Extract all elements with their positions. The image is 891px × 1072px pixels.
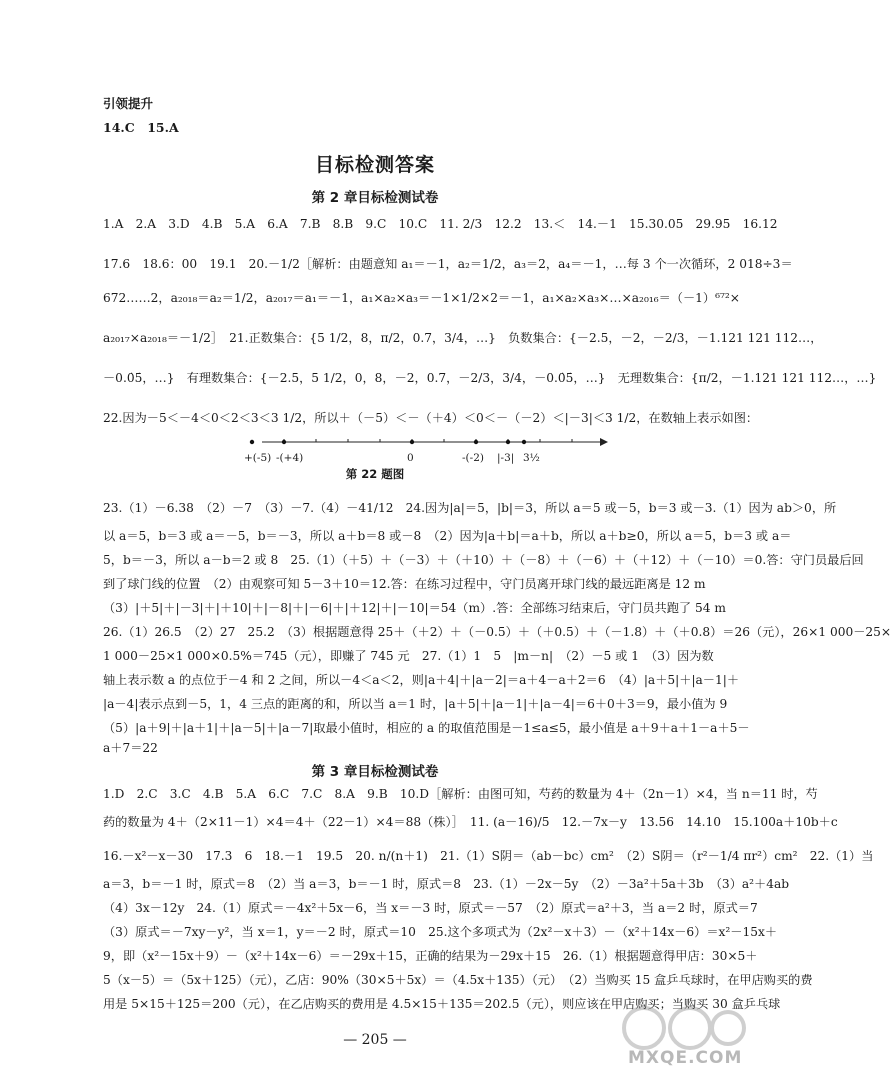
nl-label-zero: 0 [407,452,414,464]
ch3-line-7: 9，即（x²－15x＋9）－（x²＋14x－6）＝－29x＋15，正确的结果为－29x＋15 26.（1）根据题意得甲店：30×5＋ [103,949,758,963]
ch3-line-5: （4）3x－12y 24.（1）原式＝－4x²＋5x－6，当 x＝－3 时，原式＝－57 （2）原式＝a²＋3，当 a＝2 时，原式＝7 [103,901,758,915]
ch2-line-16: （5）|a＋9|＋|a＋1|＋|a－5|＋|a－7|取最小值时，相应的 a 的取值范围是－1≤a≤5，最小值是 a＋9＋a＋1－a＋5－ [103,721,750,735]
answers-14-15: 14.C 15.A [103,120,179,135]
nl-label-neg4: -(+4) [276,452,304,464]
chapter3-title: 第 3 章目标检测试卷 [311,764,439,780]
number-line-point [282,440,286,444]
ch3-line-6: （3）原式＝－7xy－y²，当 x＝1，y＝－2 时，原式＝10 25.这个多项式为（2x²－x＋3）－（x²＋14x－6）＝x²－15x＋ [103,925,778,939]
nl-label-3-5: 3½ [523,452,540,464]
nl-label-neg5: +(-5) [244,452,272,464]
ch2-line-1: 1.A 2.A 3.D 4.B 5.A 6.A 7.B 8.B 9.C 10.C 11. 2/3 12.2 13.＜ 14.－1 15.30.05 29.95 16.12 [103,217,778,231]
ch2-line-3: 672……2，a₂₀₁₈＝a₂＝1/2，a₂₀₁₇＝a₁＝－1，a₁×a₂×a₃＝－1×1/2×2＝－1，a₁×a₂×a₃×…×a₂₀₁₆＝（－1）⁶⁷²× [103,291,740,305]
number-line-point [506,440,510,444]
ch2-line-15: |a－4|表示点到－5，1，4 三点的距离的和，所以当 a＝1 时，|a＋5|＋|a－1|＋|a－4|＝6＋0＋3＝9，最小值为 9 [103,697,728,711]
nl-label-2: -(-2) [462,452,484,464]
ch2-line-10: 到了球门线的位置 （2）由观察可知 5－3＋10＝12.答：在练习过程中，守门员离开球门线的最远距离是 12 m [103,577,706,591]
number-line-point [522,440,526,444]
ch2-line-11: （3）|＋5|＋|－3|＋|＋10|＋|－8|＋|－6|＋|＋12|＋|－10|＝54（m）.答：全部练习结束后，守门员共跑了 54 m [103,601,726,615]
ch3-line-3: 16.－x²－x－30 17.3 6 18.－1 19.5 20. n/(n＋1) 21.（1）S阴＝（ab－bc）cm² （2）S阴＝（r²－1/4 πr²）cm² 22.（1）当 [103,849,874,863]
ch3-line-9: 用是 5×15＋125＝200（元），在乙店购买的费用是 4.5×15＋135＝202.5（元），则应该在甲店购买；当购买 30 盒乒乓球 [103,997,781,1011]
chapter2-title: 第 2 章目标检测试卷 [311,190,439,206]
watermark-text: MXQE.COM [628,1048,743,1068]
number-line-arrow [600,438,608,446]
section-label: 引领提升 [103,96,154,111]
number-line-point [250,440,254,444]
number-line-point [410,440,414,444]
nl-label-3: |-3| [497,452,515,464]
ch3-line-8: 5（x－5）＝（5x＋125）（元），乙店：90%（30×5＋5x）＝（4.5x＋135）（元） （2）当购买 15 盒乒乓球时，在甲店购买的费 [103,973,813,987]
ch2-line-13: 1 000－25×1 000×0.5%＝745（元），即赚了 745 元 27.（1）1 5 |m－n| （2）－5 或 1 （3）因为数 [103,649,714,663]
page-title: 目标检测答案 [314,154,435,176]
ch2-line-14: 轴上表示数 a 的点位于－4 和 2 之间，所以－4＜a＜2，则|a＋4|＋|a－2|＝a＋4－a＋2＝6 （4）|a＋5|＋|a－1|＋ [103,673,740,687]
ch3-line-2: 药的数量为 4＋（2×11－1）×4＝4＋（22－1）×4＝88（株）］ 11. (a－16)/5 12.－7x－y 13.56 14.10 15.100a＋10b＋c [103,815,838,829]
ch2-line-8: 以 a＝5，b＝3 或 a＝－5，b＝－3，所以 a＋b＝8 或－8 （2）因为|a＋b|＝a＋b，所以 a＋b≥0，所以 a＝5，b＝3 或 a＝ [103,529,792,543]
ch2-line-6: 22.因为－5＜－4＜0＜2＜3＜3 1/2，所以＋（－5）＜－（＋4）＜0＜－（－2）＜|－3|＜3 1/2，在数轴上表示如图： [103,411,759,425]
ch2-line-12: 26.（1）26.5 （2）27 25.2 （3）根据题意得 25＋（＋2）＋（－0.5）＋（＋0.5）＋（－1.8）＋（＋0.8）＝26（元），26×1 000－25× [103,625,891,639]
ch2-line-7: 23.（1）－6.38 （2）－7 （3）－7.（4）－41/12 24.因为|a|＝5，|b|＝3，所以 a＝5 或－5，b＝3 或－3.（1）因为 ab＞0，所 [103,501,837,515]
ch2-line-4: a₂₀₁₇×a₂₀₁₈＝－1/2］ 21.正数集合：{5 1/2，8，π/2，0.7，3/4，…} 负数集合：{－2.5，－2，－2/3，－1.121 121 112…， [103,331,823,345]
page-number: — 205 — [343,1032,407,1048]
ch2-line-9: 5，b＝－3，所以 a－b＝2 或 8 25.（1）（＋5）＋（－3）＋（＋10）＋（－8）＋（－6）＋（＋12）＋（－10）＝0.答：守门员最后回 [103,553,864,567]
number-line-point [474,440,478,444]
ch2-line-2: 17.6 18.6：00 19.1 20.－1/2［解析：由题意知 a₁＝－1，a₂＝1/2，a₃＝2，a₄＝－1，…每 3 个一次循环，2 018÷3＝ [103,257,793,271]
figure-caption: 第 22 题图 [345,467,405,481]
ch2-line-17: a＋7＝22 [103,741,158,755]
ch2-line-5: －0.0̇5̇，…} 有理数集合：{－2.5，5 1/2，0，8，－2，0.7，－2/3，3/4，－0.0̇5̇，…} 无理数集合：{π/2，－1.121 121 112…，…} [103,371,877,385]
ch3-line-4: a＝3，b＝－1 时，原式＝8 （2）当 a＝3，b＝－1 时，原式＝8 23.（1）－2x－5y （2）－3a²＋5a＋3b （3）a²＋4ab [103,877,790,891]
ch3-line-1: 1.D 2.C 3.C 4.B 5.A 6.C 7.C 8.A 9.B 10.D［解析：由图可知，芍药的数量为 4＋（2n－1）×4，当 n＝11 时，芍 [103,787,818,801]
number-line-figure [262,432,612,462]
